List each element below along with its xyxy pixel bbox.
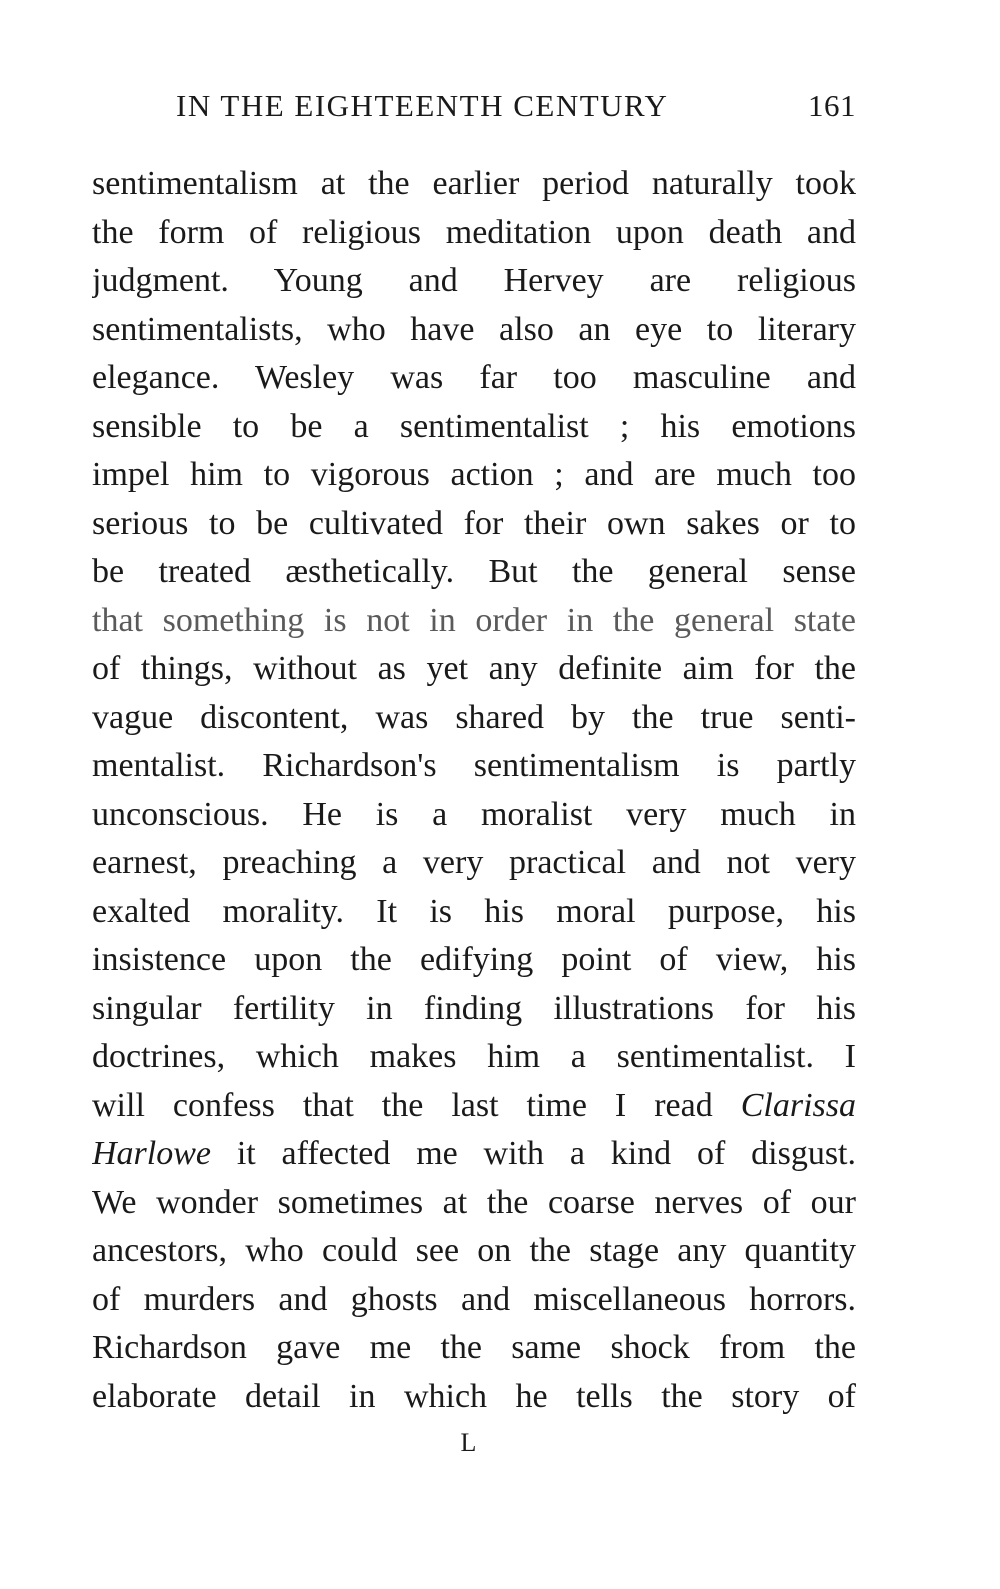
text-line: the form of religious meditation upon death and (92, 213, 856, 251)
text-line: unconscious. He is a moralist very much in (92, 795, 856, 833)
text-line-with-italic (92, 1130, 856, 1179)
text-line: We wonder sometimes at the coarse nerves of our (92, 1183, 856, 1221)
text-line: of murders and ghosts and miscellaneous horrors. (92, 1280, 856, 1318)
text-segment: will confess that the last time I read (92, 1086, 713, 1124)
signature-mark: L (460, 1428, 478, 1457)
text-line: impel him to vigorous action ; and are much too (92, 456, 856, 493)
text-line: earnest, preaching a very practical and not very (92, 844, 856, 881)
text-line: exalted morality. It is his moral purpose, his (92, 892, 856, 930)
text-line: that something is not in order in the general state (92, 601, 856, 639)
text-line: elaborate detail in which he tells the story of (92, 1377, 856, 1415)
italic-title: Clarissa (740, 1086, 856, 1124)
text-line: singular fertility in finding illustrations for his (92, 989, 856, 1027)
text-line: sentimentalism at the earlier period naturally took (92, 165, 856, 202)
running-head-title: IN THE EIGHTEENTH CENTURY (176, 88, 669, 123)
text-line: doctrines, which makes him a sentimentalist. I (92, 1038, 856, 1075)
body-text (92, 160, 856, 1421)
text-line: be treated æsthetically. But the general sense (92, 553, 856, 590)
text-line: Richardson gave me the same shock from the (92, 1329, 856, 1366)
text-line: mentalist. Richardson's sentimentalism is partly (92, 747, 856, 784)
text-segment: it affected me with a kind of disgust. (236, 1135, 856, 1172)
text-line: judgment. Young and Hervey are religious (92, 262, 856, 299)
text-line: serious to be cultivated for their own sakes or to (92, 504, 856, 542)
text-line-with-italic (92, 1082, 856, 1131)
text-line: elegance. Wesley was far too masculine and (92, 359, 856, 396)
text-line: sensible to be a sentimentalist ; his emotions (92, 407, 856, 445)
running-head (176, 88, 856, 128)
page-number: 161 (808, 88, 856, 123)
text-line: insistence upon the edifying point of view, his (92, 941, 856, 978)
text-line: vague discontent, was shared by the true senti- (92, 698, 856, 736)
text-line: ancestors, who could see on the stage any quantity (92, 1232, 856, 1269)
italic-title: Harlowe (92, 1135, 211, 1172)
text-line: sentimentalists, who have also an eye to literary (92, 310, 856, 348)
text-line: of things, without as yet any definite aim for the (92, 650, 856, 687)
